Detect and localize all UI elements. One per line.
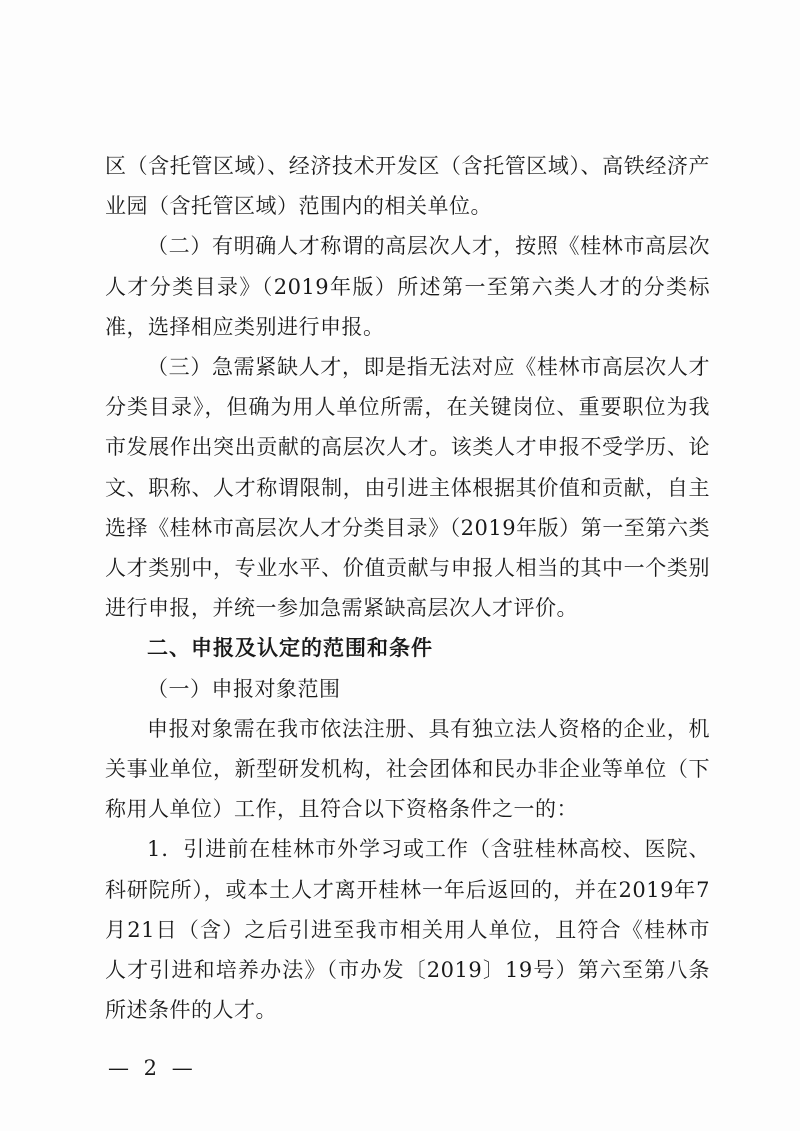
paragraph-titled-talent: （二）有明确人才称谓的高层次人才，按照《桂林市高层次人才分类目录》（2019年版）所述第一至第六类人才的分类标准，选择相应类别进行申报。	[105, 234, 710, 339]
paragraph-applicant-requirements: 申报对象需在我市依法注册、具有独立法人资格的企业，机关事业单位，新型研发机构，社会团体和民办非企业等单位（下称用人单位）工作，且符合以下资格条件之一的：	[105, 716, 710, 822]
page-number: — 2 —	[108, 1056, 197, 1080]
section-heading-scope-conditions: 二、申报及认定的范围和条件	[147, 636, 433, 661]
paragraph-urgent-talent: （三）急需紧缺人才，即是指无法对应《桂林市高层次人才分类目录》，但确为用人单位所需，在关键岗位、重要职位为我市发展作出突出贡献的高层次人才。该类人才申报不受学历、论文、职称、人才称谓限制，由引进主体根据其价值和贡献，自主选择《桂林市高层次人才分类目录》（2019年版）第一至第六类人才类别中，专业水平、价值贡献与申报人相当的其中一个类别进行申报，并统一参加急需紧缺高层次人才评价。	[105, 355, 710, 621]
subheading-applicant-scope: （一）申报对象范围	[147, 676, 341, 701]
paragraph-condition-1: 1．引进前在桂林市外学习或工作（含驻桂林高校、医院、科研院所），或本土人才离开桂林一年后返回的，并在2019年7月21日（含）之后引进至我市相关用人单位，且符合《桂林市人才引进和培养办法》（市办发〔2019〕19号）第六至第八条所述条件的人才。	[105, 837, 710, 1023]
document-body	[105, 146, 710, 1030]
paragraph-scope-continuation: 区（含托管区域）、经济技术开发区（含托管区域）、高铁经济产业园（含托管区域）范围内的相关单位。	[105, 154, 710, 219]
